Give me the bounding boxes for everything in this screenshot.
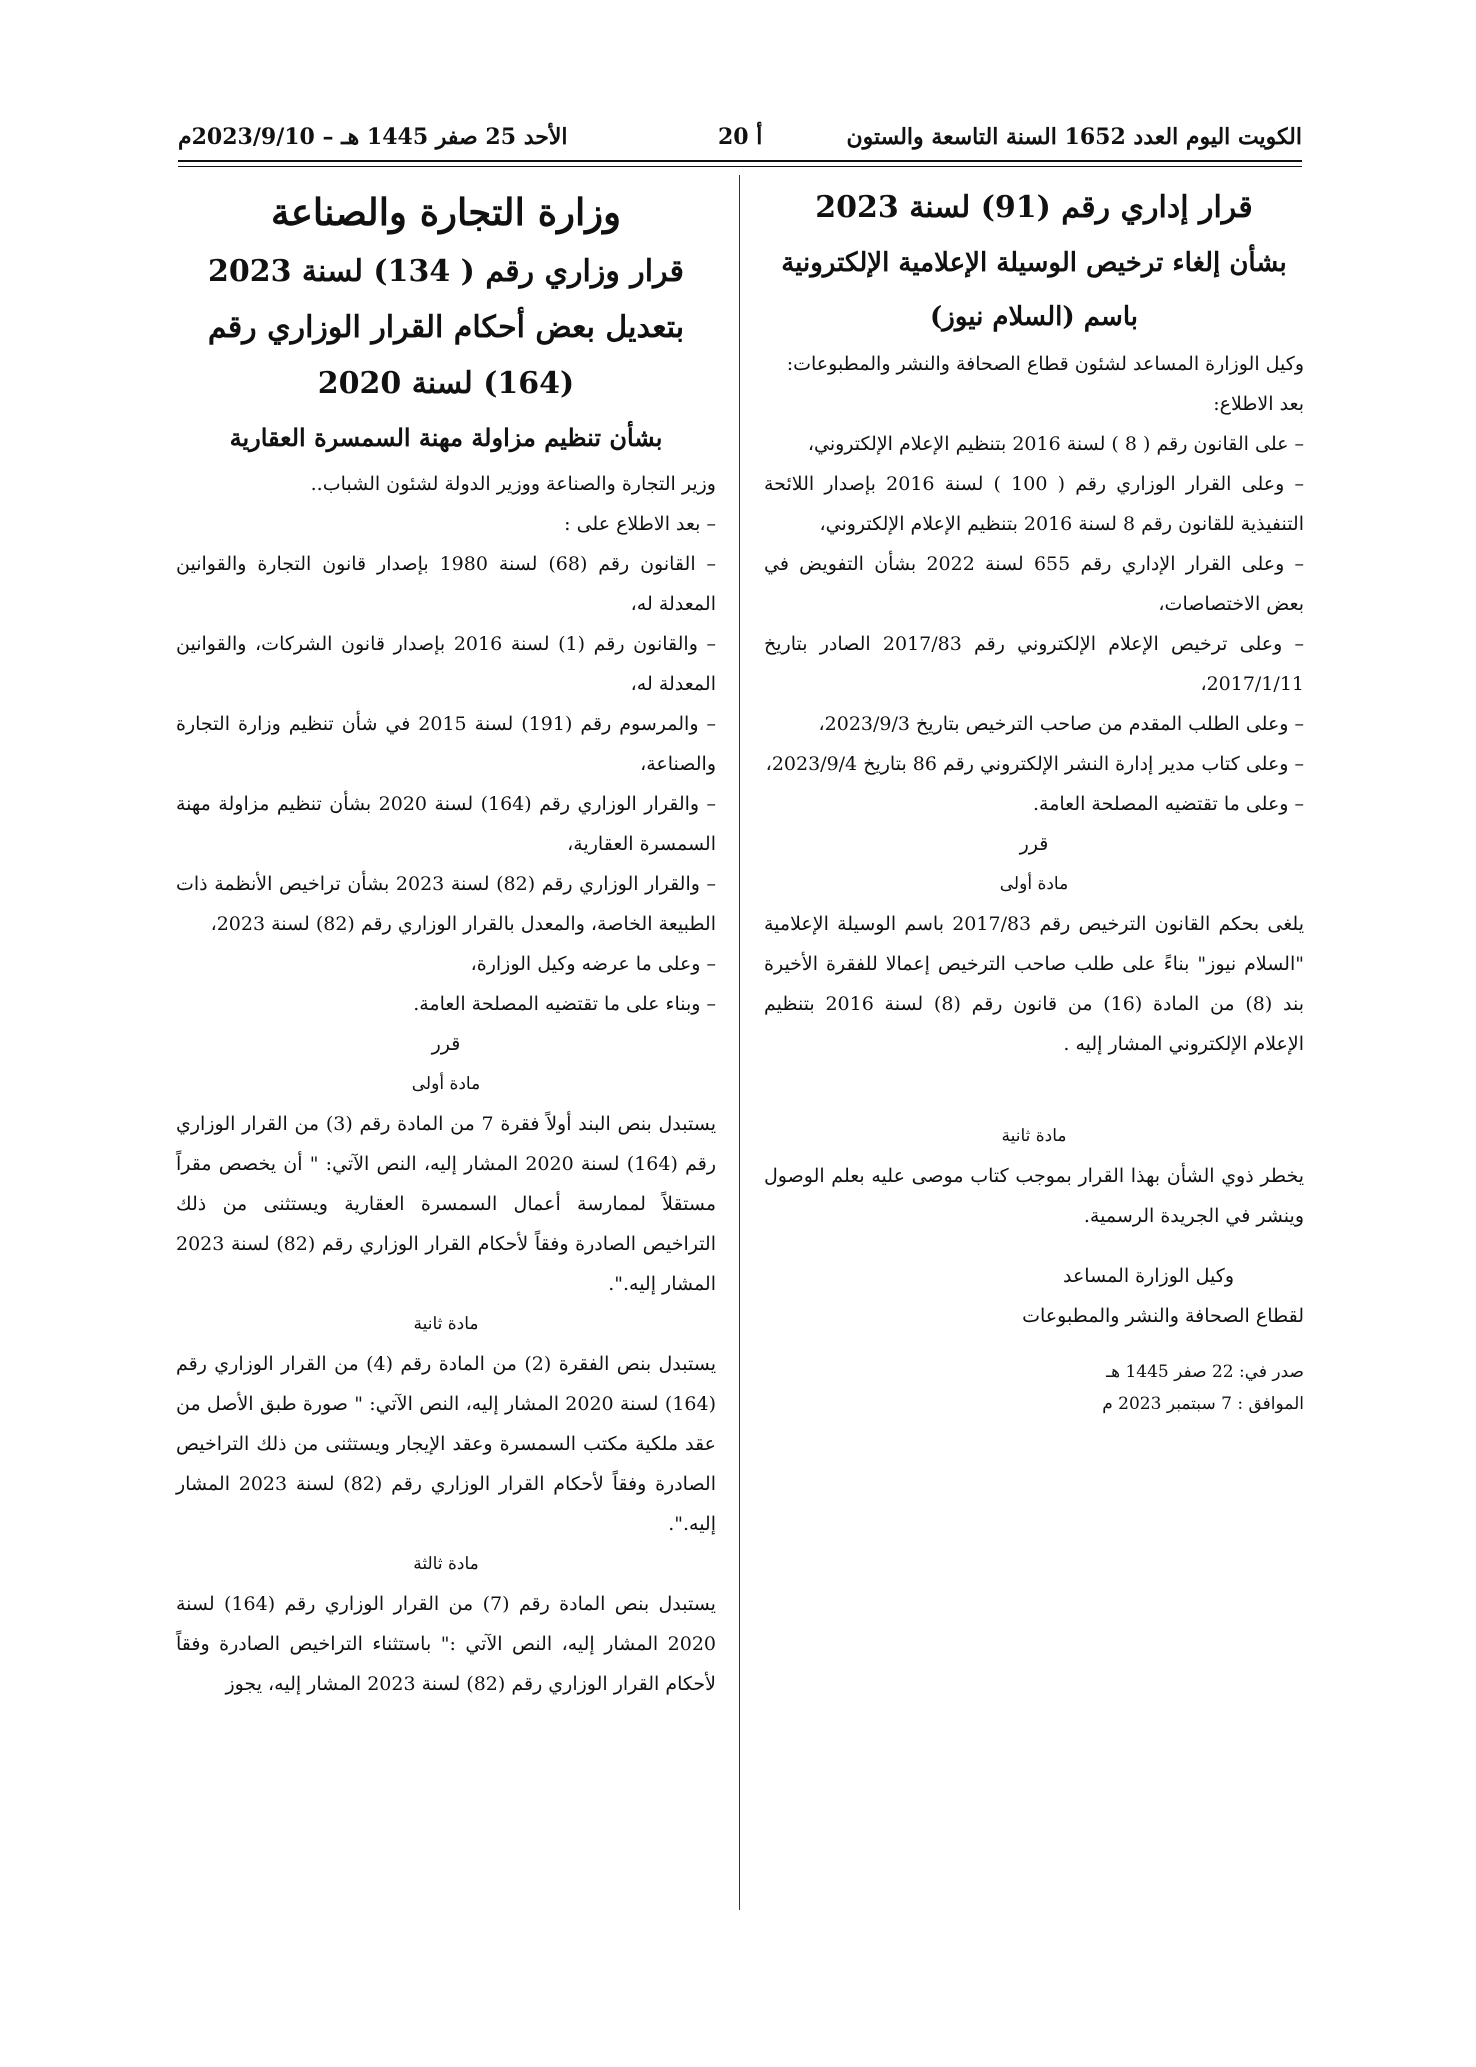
decision-subject: بشأن تنظيم مزاولة مهنة السمسرة العقارية — [229, 423, 663, 452]
issuer-line: وكيل الوزارة المساعد لشئون قطاع الصحافة والنشر والمطبوعات: — [786, 353, 1304, 375]
left-column — [176, 180, 716, 1704]
article-text: يستبدل بنص البند أولاً فقرة 7 من المادة رقم (3) من القرار الوزاري رقم (164) لسنة 2020 المشار إليه، النص الآتي: " أن يخصص مقراً مستقلاً لممارسة أعمال السمسرة العقارية ويستثنى من ذلك التراخيص الصادرة وفقاً لأحكام القرار الوزاري رقم (82) لسنة 2023 المشار إليه.". — [176, 1113, 717, 1295]
clause: – وعلى ترخيص الإعلام الإلكتروني رقم 2017/83 الصادر بتاريخ 2017/1/11، — [764, 633, 1304, 695]
corresponding-date: الموافق : 7 سبتمبر 2023 م — [1102, 1394, 1304, 1414]
article-text: يستبدل بنص الفقرة (2) من المادة رقم (4) من القرار الوزاري رقم (164) لسنة 2020 المشار إليه، النص الآتي: " صورة طبق الأصل من عقد ملكية مكتب السمسرة وعقد الإيجار ويستثنى من ذلك التراخيص الصادرة وفقاً لأحكام القرار الوزاري رقم (82) لسنة 2023 المشار إليه.". — [176, 1353, 716, 1535]
article-title: مادة أولى — [999, 874, 1069, 894]
page-number: أ 20 — [718, 124, 763, 150]
column-divider — [739, 175, 740, 1910]
header-rule-thin — [178, 166, 1302, 167]
article-title: مادة ثانية — [413, 1314, 479, 1334]
article-text: يخطر ذوي الشأن بهذا القرار بموجب كتاب موصى عليه بعلم الوصول وينشر في الجريدة الرسمية. — [764, 1165, 1304, 1227]
clause: – والقرار الوزاري رقم (164) لسنة 2020 بشأن تنظيم مزاولة مهنة السمسرة العقارية، — [176, 793, 716, 855]
clause: – وعلى القرار الوزاري رقم ( 100 ) لسنة 2016 بإصدار اللائحة التنفيذية للقانون رقم 8 لسنة 2016 بتنظيم الإعلام الإلكتروني، — [764, 473, 1304, 535]
clause: – على القانون رقم ( 8 ) لسنة 2016 بتنظيم الإعلام الإلكتروني، — [807, 433, 1304, 455]
article-title: مادة ثانية — [1001, 1126, 1067, 1146]
page-header — [178, 120, 1302, 160]
right-column — [764, 180, 1304, 1420]
issued-date: صدر في: 22 صفر 1445 هـ — [1106, 1362, 1304, 1382]
clause: – والقرار الوزاري رقم (82) لسنة 2023 بشأن تراخيص الأنظمة ذات الطبيعة الخاصة، والمعدل بالقرار الوزاري رقم (82) لسنة 2023، — [176, 873, 716, 935]
clause: – وعلى ما عرضه وكيل الوزارة، — [470, 953, 716, 975]
clause: – والمرسوم رقم (191) لسنة 2015 في شأن تنظيم وزارة التجارة والصناعة، — [176, 713, 716, 775]
decision-title: قرار إداري رقم (91) لسنة 2023 — [815, 190, 1253, 225]
clause: – وعلى كتاب مدير إدارة النشر الإلكتروني رقم 86 بتاريخ 2023/9/4، — [765, 753, 1304, 775]
clause: – وبناء على ما تقتضيه المصلحة العامة. — [413, 993, 716, 1015]
issuer-line: وزير التجارة والصناعة ووزير الدولة لشئون الشباب.. — [310, 473, 716, 495]
after-review: بعد الاطلاع: — [1213, 393, 1304, 415]
clause: – القانون رقم (68) لسنة 1980 بإصدار قانون التجارة والقوانين المعدلة له، — [176, 553, 716, 615]
clause: – وعلى الطلب المقدم من صاحب الترخيص بتاريخ 2023/9/3، — [818, 713, 1304, 735]
clause: – وعلى القرار الإداري رقم 655 لسنة 2022 بشأن التفويض في بعض الاختصاصات، — [764, 553, 1304, 615]
decision-title: قرار وزاري رقم ( 134) لسنة 2023 — [207, 254, 684, 289]
decision-subtitle: بتعديل بعض أحكام القرار الوزاري رقم (164) لسنة 2020 — [207, 310, 685, 401]
article-title: مادة ثالثة — [413, 1554, 479, 1574]
article-text: يلغى بحكم القانون الترخيص رقم 2017/83 باسم الوسيلة الإعلامية "السلام نيوز" بناءً على طلب صاحب الترخيص إعمالا للفقرة الأخيرة بند (8) من المادة (16) من قانون رقم (8) لسنة 2016 بتنظيم الإعلام الإلكتروني المشار إليه . — [764, 913, 1305, 1055]
article-text: يستبدل بنص المادة رقم (7) من القرار الوزاري رقم (164) لسنة 2020 المشار إليه، النص الآتي :" باستثناء التراخيص الصادرة وفقاً لأحكام القرار الوزاري رقم (82) لسنة 2023 المشار إليه، يجوز — [176, 1593, 716, 1695]
article-title: مادة أولى — [411, 1074, 481, 1094]
gazette-issue-info: الكويت اليوم العدد 1652 السنة التاسعة والستون — [846, 124, 1302, 150]
decision-subtitle-name: باسم (السلام نيوز) — [930, 302, 1138, 332]
ministry-name: وزارة التجارة والصناعة — [270, 190, 622, 234]
decided-heading: قرر — [1019, 833, 1049, 855]
decided-heading: قرر — [431, 1033, 461, 1055]
clause: – وعلى ما تقتضيه المصلحة العامة. — [1032, 793, 1304, 815]
signature-department: لقطاع الصحافة والنشر والمطبوعات — [1022, 1305, 1304, 1327]
decision-subtitle: بشأن إلغاء ترخيص الوسيلة الإعلامية الإلكترونية — [781, 248, 1287, 278]
issue-date: الأحد 25 صفر 1445 هـ – 2023/9/10م — [178, 124, 568, 150]
after-review: – بعد الاطلاع على : — [564, 513, 716, 535]
clause: – والقانون رقم (1) لسنة 2016 بإصدار قانون الشركات، والقوانين المعدلة له، — [176, 633, 717, 695]
signature-title: وكيل الوزارة المساعد — [1063, 1265, 1234, 1287]
header-rule-thick — [178, 160, 1302, 162]
